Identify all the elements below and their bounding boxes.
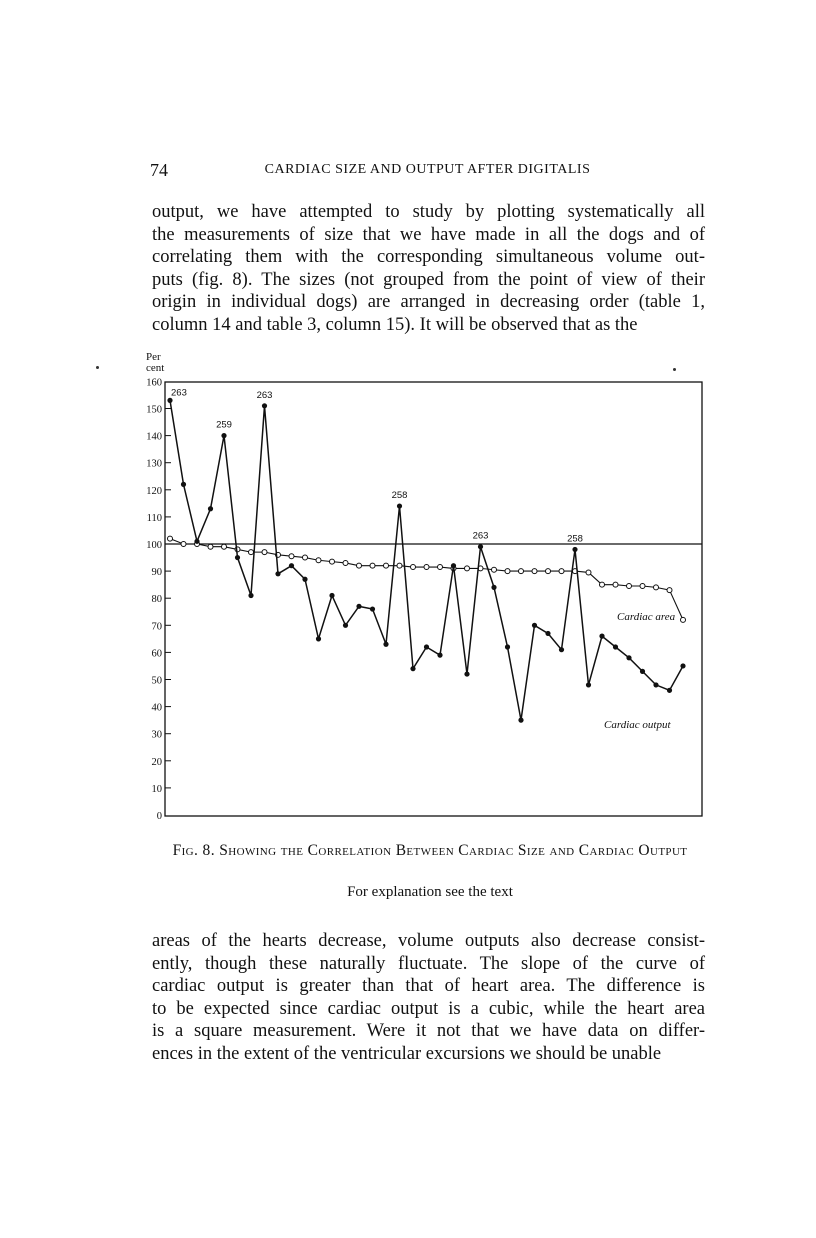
text-line: puts (fig. 8). The sizes (not grouped from the point of view of their xyxy=(152,269,705,290)
cardiac-area-point xyxy=(316,558,321,563)
cardiac-output-point xyxy=(451,563,456,568)
cardiac-output-point xyxy=(640,669,645,674)
text-line: areas of the hearts decrease, volume outputs also decrease consist- xyxy=(152,931,705,951)
y-tick-label: 100 xyxy=(146,540,162,551)
cardiac-area-point xyxy=(330,559,335,564)
text-line: origin in individual dogs) are arranged in decreasing order (table 1, xyxy=(152,292,705,313)
cardiac-area-annotation: Cardiac area xyxy=(617,611,676,623)
cardiac-area-point xyxy=(222,544,227,549)
y-axis-label: Per cent xyxy=(146,351,165,374)
figure-caption: Fig. 8. Showing the Correlation Between Cardiac Size and Cardiac Output xyxy=(172,842,688,859)
y-tick-label: 10 xyxy=(151,783,162,795)
chart-frame xyxy=(165,382,702,816)
figure-subcaption: For explanation see the text xyxy=(347,884,513,900)
cardiac-area-point xyxy=(532,569,537,574)
peak-label: 258 xyxy=(391,490,408,502)
cardiac-output-point xyxy=(680,663,685,668)
y-tick-label: 50 xyxy=(151,675,162,687)
cardiac-output-point xyxy=(302,577,307,582)
cardiac-output-point xyxy=(275,571,280,576)
cardiac-area-point xyxy=(168,536,173,541)
text-line: ences in the extent of the ventricular excursions we should be unable xyxy=(152,1043,662,1064)
cardiac-output-point xyxy=(545,631,550,636)
cardiac-output-line xyxy=(170,400,683,720)
cardiac-output-annotation: Cardiac output xyxy=(604,719,671,731)
print-speck xyxy=(96,366,99,369)
y-tick-label: 90 xyxy=(151,567,162,579)
paragraph-bottom xyxy=(152,930,705,1066)
y-tick-label: 0 xyxy=(156,811,162,822)
figure-8-chart xyxy=(0,340,816,830)
cardiac-output-point xyxy=(464,671,469,676)
cardiac-area-point xyxy=(681,617,686,622)
cardiac-area-point xyxy=(343,560,348,565)
y-tick-label: 60 xyxy=(151,648,162,660)
cardiac-area-point xyxy=(249,550,254,555)
peak-label: 263 xyxy=(171,387,187,399)
cardiac-area-point xyxy=(640,584,645,589)
cardiac-area-point xyxy=(397,563,402,568)
cardiac-area-point xyxy=(357,563,362,568)
cardiac-area-point xyxy=(438,565,443,570)
cardiac-output-point xyxy=(370,606,375,611)
text-line: to be expected since cardiac output is a cubic, while the heart area xyxy=(152,998,705,1019)
cardiac-area-point xyxy=(667,588,672,593)
cardiac-output-point xyxy=(437,653,442,658)
cardiac-output-point xyxy=(383,642,388,647)
text-line: output, we have attempted to study by plotting systematically all xyxy=(152,202,705,222)
cardiac-area-point xyxy=(654,585,659,590)
cardiac-output-point xyxy=(167,398,172,403)
cardiac-area-line xyxy=(170,539,683,620)
cardiac-area-point xyxy=(492,567,497,572)
cardiac-output-point xyxy=(478,544,483,549)
cardiac-output-point xyxy=(262,403,267,408)
cardiac-output-point xyxy=(208,506,213,511)
cardiac-area-point xyxy=(586,570,591,575)
cardiac-output-point xyxy=(599,634,604,639)
cardiac-output-point xyxy=(343,623,348,628)
cardiac-area-point xyxy=(181,542,186,547)
cardiac-output-point xyxy=(505,644,510,649)
text-line: is a square measurement. Were it not that we have data on differ- xyxy=(152,1021,705,1042)
text-line: the measurements of size that we have made in all the dogs and of xyxy=(152,224,705,245)
cardiac-area-point xyxy=(465,566,470,571)
cardiac-output-point xyxy=(181,482,186,487)
cardiac-output-point xyxy=(532,623,537,628)
cardiac-area-point xyxy=(613,582,618,587)
y-tick-label: 110 xyxy=(146,512,162,524)
cardiac-output-point xyxy=(424,644,429,649)
cardiac-output-point xyxy=(356,604,361,609)
cardiac-output-point xyxy=(410,666,415,671)
cardiac-area-point xyxy=(600,582,605,587)
cardiac-output-point xyxy=(586,682,591,687)
text-line: cardiac output is greater than that of heart area. The difference is xyxy=(152,976,705,997)
paragraph-top xyxy=(152,201,705,337)
cardiac-area-point xyxy=(411,565,416,570)
cardiac-area-point xyxy=(303,555,308,560)
cardiac-area-point xyxy=(519,569,524,574)
cardiac-output-point xyxy=(316,636,321,641)
page-number: 74 xyxy=(150,160,168,180)
cardiac-area-point xyxy=(208,544,213,549)
cardiac-area-point xyxy=(262,550,267,555)
cardiac-area-point xyxy=(289,554,294,559)
running-title: CARDIAC SIZE AND OUTPUT AFTER DIGITALIS xyxy=(264,162,591,177)
y-tick-label: 30 xyxy=(151,729,162,741)
cardiac-output-point xyxy=(559,647,564,652)
cardiac-output-point xyxy=(613,644,618,649)
cardiac-area-point xyxy=(424,565,429,570)
cardiac-output-point xyxy=(289,563,294,568)
peak-label: 263 xyxy=(256,389,273,401)
cardiac-output-point xyxy=(221,433,226,438)
cardiac-output-point xyxy=(194,539,199,544)
y-tick-label: 120 xyxy=(146,485,162,497)
y-tick-label: 150 xyxy=(146,404,162,416)
y-tick-label: 130 xyxy=(146,458,162,470)
cardiac-output-point xyxy=(491,585,496,590)
cardiac-output-point xyxy=(248,593,253,598)
peak-label: 258 xyxy=(567,533,583,545)
cardiac-output-point xyxy=(235,555,240,560)
y-tick-label: 20 xyxy=(151,756,162,768)
cardiac-area-point xyxy=(370,563,375,568)
cardiac-output-point xyxy=(329,593,334,598)
cardiac-output-point xyxy=(653,682,658,687)
y-tick-label: 80 xyxy=(151,594,162,606)
cardiac-output-point xyxy=(572,547,577,552)
y-tick-label: 40 xyxy=(151,702,162,714)
y-tick-label: 140 xyxy=(146,431,162,443)
y-tick-label: 160 xyxy=(146,377,162,389)
y-tick-label: 70 xyxy=(151,621,162,633)
print-speck xyxy=(673,368,676,371)
cardiac-output-point xyxy=(667,688,672,693)
page-header xyxy=(150,160,705,182)
cardiac-output-point xyxy=(397,503,402,508)
cardiac-area-point xyxy=(505,569,510,574)
cardiac-area-point xyxy=(559,569,564,574)
text-line: correlating them with the corresponding simultaneous volume out- xyxy=(152,247,705,268)
text-line: column 14 and table 3, column 15). It will be observed that as the xyxy=(152,314,638,335)
cardiac-area-point xyxy=(627,584,632,589)
cardiac-area-point xyxy=(546,569,551,574)
peak-label: 259 xyxy=(216,419,232,431)
cardiac-output-point xyxy=(626,655,631,660)
cardiac-area-point xyxy=(384,563,389,568)
text-line: ently, though these naturally fluctuate. The slope of the curve of xyxy=(152,953,705,974)
cardiac-output-point xyxy=(518,718,523,723)
peak-label: 263 xyxy=(472,530,489,542)
